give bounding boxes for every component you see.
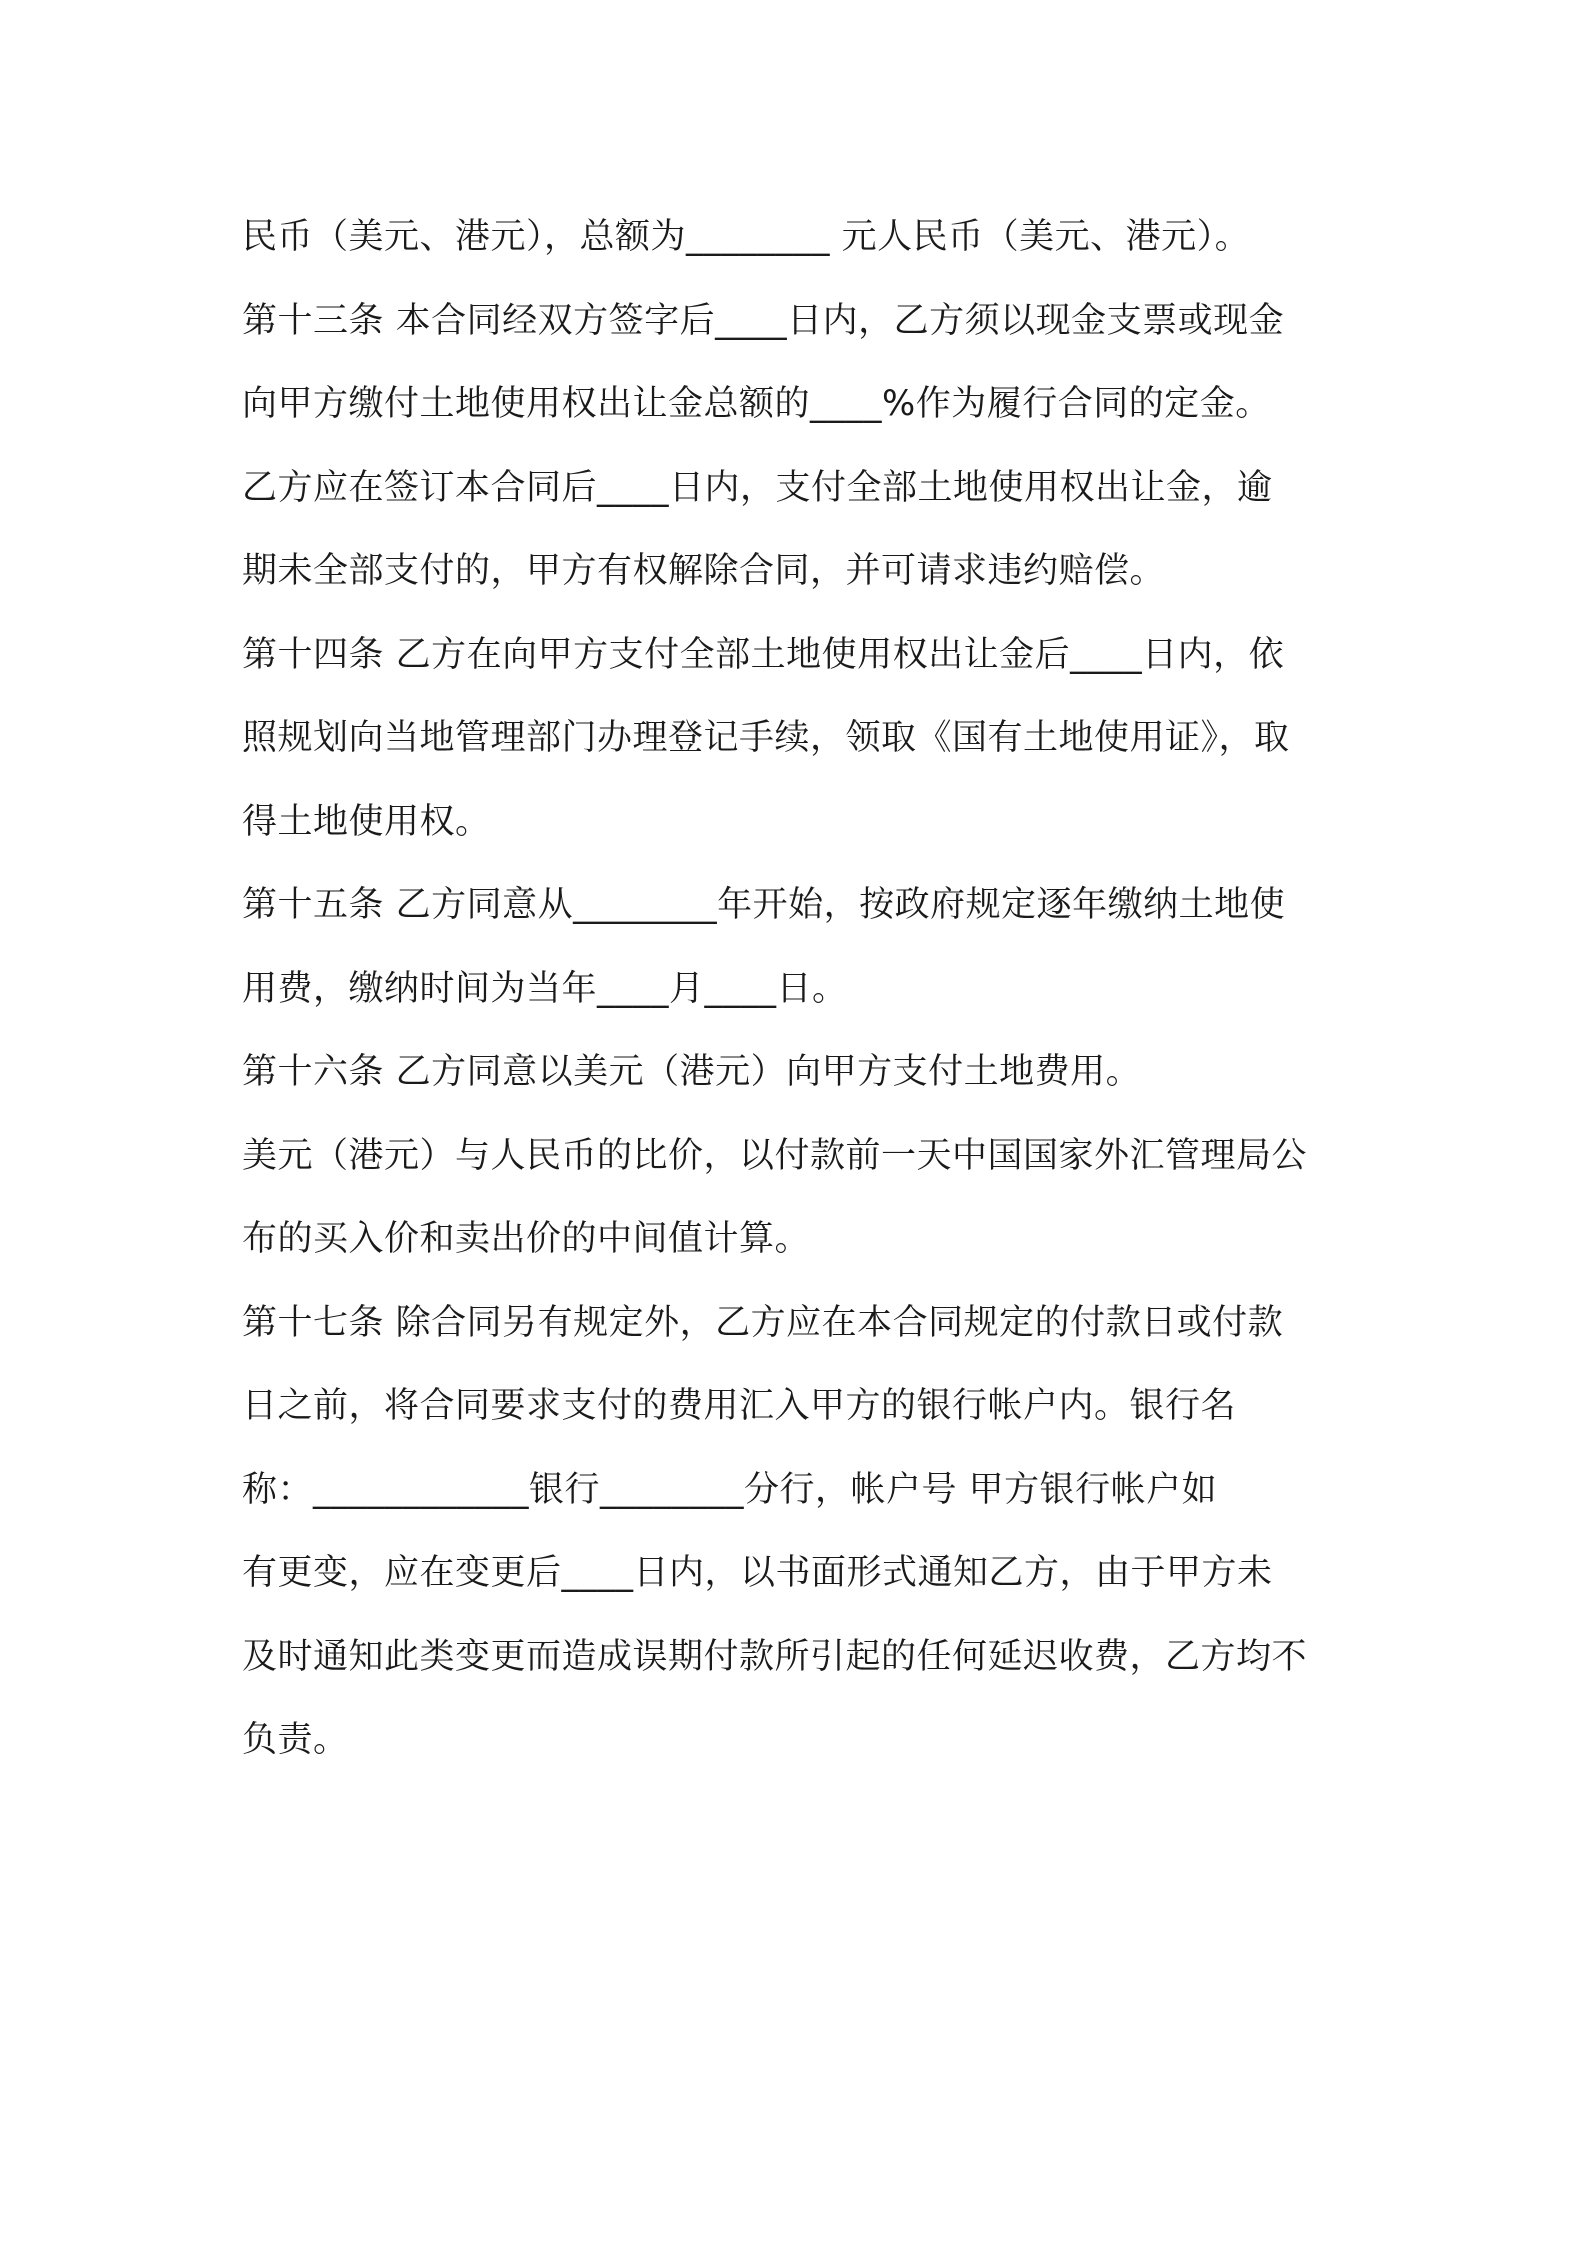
- text-line: 美元（港元）与人民币的比价，以付款前一天中国国家外汇管理局公: [242, 1135, 1308, 1176]
- document-body: [242, 196, 1360, 1783]
- text-line: 得土地使用权。: [242, 801, 491, 842]
- text-line: 第十三条 本合同经双方签字后____日内，乙方须以现金支票或现金: [242, 300, 1285, 341]
- text-line: 第十七条 除合同另有规定外，乙方应在本合同规定的付款日或付款: [242, 1302, 1284, 1343]
- text-line: 第十四条 乙方在向甲方支付全部土地使用权出让金后____日内，依: [242, 634, 1285, 675]
- text-line: 期未全部支付的，甲方有权解除合同，并可请求违约赔偿。: [242, 551, 1166, 591]
- text-line: 第十六条 乙方同意以美元（港元）向甲方支付土地费用。: [242, 1052, 1142, 1092]
- text-line: 用费，缴纳时间为当年____月____日。: [242, 968, 848, 1009]
- text-line: 有更变，应在变更后____日内，以书面形式通知乙方，由于甲方未: [242, 1553, 1273, 1593]
- text-line: 布的买入价和卖出价的中间值计算。: [242, 1219, 811, 1259]
- text-line: 乙方应在签订本合同后____日内，支付全部土地使用权出让金，逾: [242, 467, 1273, 508]
- text-line: 照规划向当地管理部门办理登记手续，领取《国有土地使用证》，取: [242, 718, 1290, 758]
- text-line: 日之前，将合同要求支付的费用汇入甲方的银行帐户内。银行名: [242, 1386, 1237, 1426]
- text-line: 民币（美元、港元），总额为________ 元人民币（美元、港元）。: [242, 217, 1251, 257]
- text-line: 称：____________银行________分行，帐户号 甲方银行帐户如: [242, 1469, 1218, 1510]
- text-line: 及时通知此类变更而造成误期付款所引起的任何延迟收费，乙方均不: [242, 1636, 1308, 1677]
- text-line: 向甲方缴付土地使用权出让金总额的____%作为履行合同的定金。: [242, 384, 1271, 424]
- text-line: 第十五条 乙方同意从________年开始，按政府规定逐年缴纳土地使: [242, 885, 1286, 925]
- text-line: 负责。: [242, 1720, 349, 1760]
